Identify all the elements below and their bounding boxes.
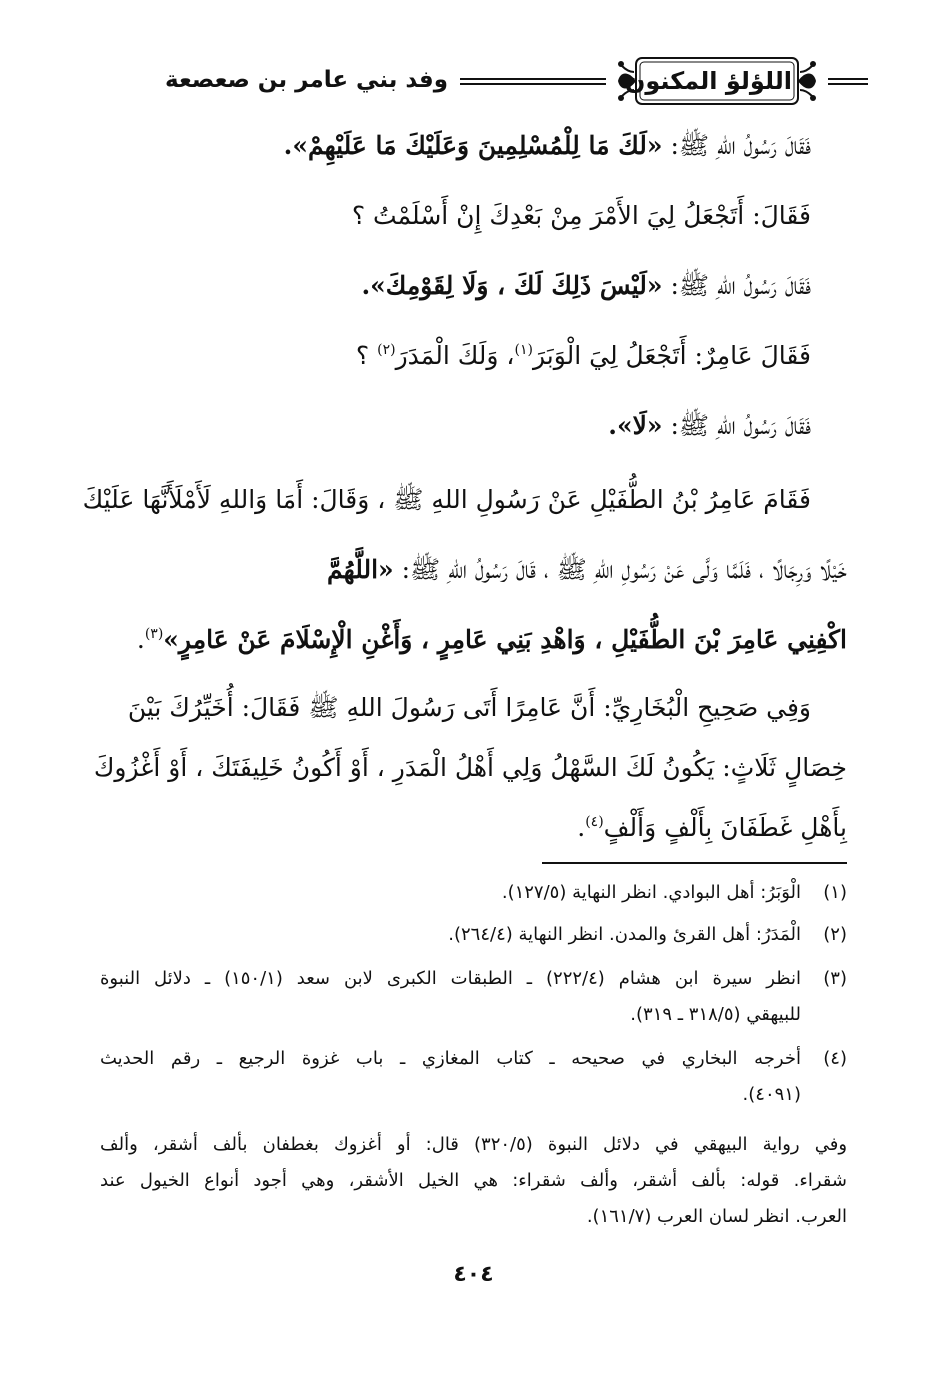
text-line [82, 472, 811, 528]
header-rule-right [828, 78, 868, 85]
hadith-quote: «لَكَ مَا لِلْمُسْلِمِينَ وَعَلَيْكَ مَا عَلَيْهِمْ» [292, 131, 663, 160]
chapter-title: وفد بني عامر بن صعصعة [165, 67, 448, 93]
text-line [94, 740, 847, 796]
footnote-text: (٤٠٩١). [742, 1084, 801, 1105]
footnote-text: العرب. انظر لسان العرب (١٦١/٧). [586, 1206, 847, 1227]
footnote-number: (١) [823, 882, 847, 903]
narration: فَقَالَ عَامِرٌ: أَتَجْعَلُ لِيَ الْوَبَرَ [532, 341, 811, 370]
punctuation: . [136, 625, 145, 654]
text-line [356, 328, 811, 384]
footnote-text: انظر سيرة ابن هشام (٢٢٢/٤) ـ الطبقات الكبرى لابن سعد (١٥٠/١) ـ دلائل النبوة [100, 968, 801, 989]
header-rule-middle [460, 78, 606, 85]
footnote-text: للبيهقي (٣١٨/٥ ـ ٣١٩). [630, 1004, 801, 1025]
narration: فَقَالَ: أَتَجْعَلُ لِيَ الأَمْرَ مِنْ بَعْدِكَ إِنْ أَسْلَمْتُ ؟ [351, 201, 811, 230]
page-number: ٤٠٤ [453, 1262, 494, 1287]
punctuation: ؟ [355, 341, 378, 370]
text-line [137, 612, 847, 668]
punctuation: . [283, 131, 293, 160]
footnote-number: (٤) [823, 1048, 847, 1069]
footnote-text: أخرجه البخاري في صحيحه ـ كتاب المغازي ـ باب غزوة الرجيع ـ رقم الحديث [100, 1048, 801, 1069]
text-line [284, 118, 811, 174]
narration: فَقَالَ رَسُولُ اللهِ ﷺ: [662, 411, 811, 440]
narration: فَقَالَ رَسُولُ اللهِ ﷺ: [662, 271, 811, 300]
text-line [361, 258, 811, 314]
punctuation: . [577, 813, 586, 842]
hadith-quote: «لَيْسَ ذَلِكَ لَكَ ، وَلَا لِقَوْمِكَ» [370, 271, 663, 300]
text-line [608, 398, 811, 454]
running-header [78, 48, 868, 114]
punctuation: . [361, 271, 371, 300]
narration: بِأَهْلِ غَطَفَانَ بِأَلْفٍ وَأَلْفٍ [603, 813, 847, 842]
footnote-text: شقراء. قوله: بألف أشقر، وألف شقراء: هي الخيل الأشقر، وهي أجود أنواع الخيول عند [100, 1170, 847, 1191]
footnote-text: الْمَدَرُ: أهل القرئ والمدن. انظر النهاية (٢٦٤/٤). [448, 924, 801, 945]
text-line [352, 188, 811, 244]
footnote-text: وفي رواية البيهقي في دلائل النبوة (٣٢٠/٥) قال: أو أغزوك بغطفان بألف أشقر، وألف [100, 1134, 848, 1155]
hadith-quote: «اللَّهُمَّ [327, 555, 394, 584]
footnote-separator [542, 862, 847, 864]
narration: وَفِي صَحِيحِ الْبُخَارِيِّ: أَنَّ عَامِرًا أَتَى رَسُولَ اللهِ ﷺ فَقَالَ: أُخَيِّرُكَ بَيْنَ [127, 693, 811, 722]
footnote-ref[interactable]: (٤) [585, 814, 604, 830]
text-line [128, 680, 811, 736]
narration: خَيْلًا وَرِجَالًا ، فَلَمَّا وَلَّى عَنْ رَسُولِ اللهِ ﷺ ، قَالَ رَسُولُ اللهِ ﷺ: [393, 555, 847, 584]
footnote-ref[interactable]: (٣) [144, 626, 164, 642]
footnote-number: (٣) [823, 968, 847, 989]
footnote-number: (٢) [823, 924, 847, 945]
narration: فَقَامَ عَامِرُ بْنُ الطُّفَيْلِ عَنْ رَسُولِ اللهِ ﷺ ، وَقَالَ: أَمَا وَاللهِ لَأَمْلَأَنَّهَا عَلَيْكَ [82, 485, 811, 514]
punctuation: . [608, 411, 617, 440]
hadith-quote: اكْفِنِي عَامِرَ بْنَ الطُّفَيْلِ ، وَاهْدِ بَنِي عَامِرٍ ، وَأَغْنِ الْإِسْلَامَ عَنْ عَامِرٍ» [163, 625, 847, 654]
narration: خِصَالٍ ثَلَاثٍ: يَكُونُ لَكَ السَّهْلُ وَلِي أَهْلُ الْمَدَرِ ، أَوْ أَكُونُ خَلِيفَتَكَ ، أَوْ أَغْزُوكَ [93, 753, 847, 782]
text-line [577, 800, 847, 856]
narration: فَقَالَ رَسُولُ اللهِ ﷺ: [662, 131, 811, 160]
footnote-ref[interactable]: (١) [514, 342, 533, 358]
header-ornament-frame [614, 54, 820, 108]
hadith-quote: «لَا» [617, 411, 663, 440]
footnote-text: الْوَبَرُ: أهل البوادي. انظر النهاية (١٢٧/٥). [501, 882, 801, 903]
book-title: اللؤلؤ المكنون [624, 67, 792, 95]
footnote-ref[interactable]: (٢) [377, 342, 396, 358]
text-line [327, 542, 847, 598]
narration: ، وَلَكَ الْمَدَرَ [395, 341, 515, 370]
